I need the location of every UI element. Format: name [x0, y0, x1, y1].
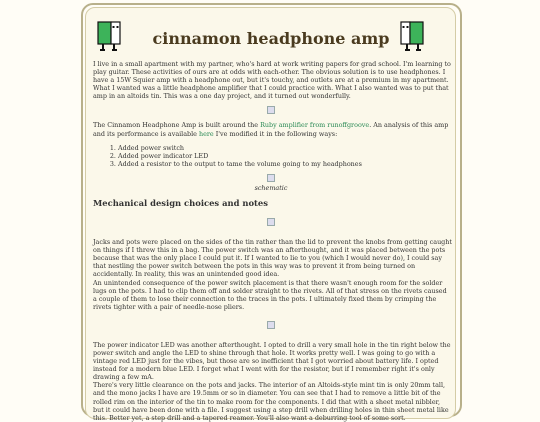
led-photo: [90, 317, 452, 341]
page-header: [90, 14, 452, 60]
green-creature-icon: [400, 20, 424, 52]
broken-image-icon: [267, 174, 275, 182]
amp-photo: [90, 106, 452, 115]
build-text: I've modified it in the following ways:: [213, 129, 338, 138]
broken-image-icon: [267, 218, 275, 226]
build-text: . An analysis of this amp and its performance is available: [93, 121, 449, 138]
broken-image-icon: [267, 321, 275, 329]
page-title: cinnamon headphone amp: [152, 29, 390, 48]
build-paragraph: [93, 121, 452, 137]
schematic-image: [90, 174, 452, 183]
schematic-caption: schematic: [254, 183, 288, 192]
ruby-amp-link[interactable]: Ruby amplifier from runoffgroove: [260, 121, 370, 130]
list-item: 3. Added a resistor to the output to tame the volume going to my headphones: [118, 160, 452, 168]
intro-paragraph: I live in a small apartment with my partner, who's hard at work writing papers for grad school. I'm learning to play guitar. These activities of ours are at odds with each-other. The obvious solution is to use headphones. I have a 15W Squier amp with a headphone out, but it's touchy, and outlets are at a premium in my apartment. What I wanted was a little headphone amplifier that I could practice with. What I also wanted was to put that amp in an altoids tin. This was a one day project, and it turned out wonderfully.: [93, 60, 451, 101]
list-item: 1. Added power switch: [118, 144, 452, 152]
broken-image-icon: [267, 106, 275, 114]
analysis-link[interactable]: here: [198, 129, 214, 138]
mechanical-photo: [90, 214, 452, 238]
mechanical-paragraph: There's very little clearance on the pots and jacks. The interior of an Altoids-style mint tin is only 20mm tall, and the mono jacks I have are 19.5mm or so in diameter. You can see that I had to remove a little bit of the rolled rim on the interior of the tin to make room for the components. I did that with a sheet metal nibbler, but it could have been done with a file. I suggest using a step drill when drilling holes in thin sheet metal like this. Better yet, a step drill and a tapered reamer. You'll also want a deburring tool of some sort.: [93, 381, 449, 422]
mechanical-paragraph: An unintended consequence of the power switch placement is that there wasn't enough room for the solder lugs on the pots. I had to clip them off and solder straight to the rivets. All of that stress on the rivets caused a couple of them to lose their connection to the traces in the pots. I ultimately fixed them by crimping the rivets tighter with a pair of needle-nose pliers.: [93, 278, 447, 311]
build-text: The Cinnamon Headphone Amp is built around the: [93, 121, 261, 130]
page-content: [90, 14, 452, 422]
mechanical-paragraph: Jacks and pots were placed on the sides of the tin rather than the lid to prevent the knobs from getting caught on things if I threw this in a bag. The power switch was an afterthought, and it was placed between the pots because that was the only place I could put it. If I wanted to lie to you (which I would never do), I could say that nestling the power switch between the pots in this way was to prevent it from being turned on accidentally. In reality, this was an unintended good idea.: [93, 238, 452, 279]
mechanical-paragraph: The power indicator LED was another afterthought. I opted to drill a very small hole in the tin right below the power switch and angle the LED to shine through that hole. It works pretty well. I was going to go with a vintage red LED just for the vibes, but those are so inefficient that I got worried about battery life. I opted instead for a modern blue LED. I forget what I went with for the resistor, but if I remember right it's only drawing a few mA.: [93, 340, 451, 382]
mechanical-heading: Mechanical design choices and notes: [93, 198, 268, 209]
modifications-list: [110, 144, 452, 168]
list-item: 2. Added power indicator LED: [118, 152, 452, 160]
